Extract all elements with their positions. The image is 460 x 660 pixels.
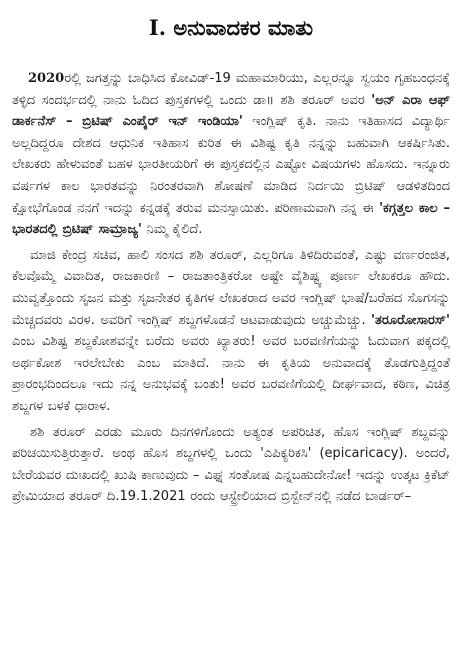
paragraph-2-text-a: ಮಾಜಿ ಕೇಂದ್ರ ಸಚಿವ, ಹಾಲಿ ಸಂಸದ ಶಶಿ ತರೂರ್, ಎಲ್ಲರಿಗೂ ತಿಳಿದಿರುವಂತೆ, ಎಷ್ಟು ವರ್ಣರಂಜಿತ, ಕೆಲವೊಮ್ಮೆ ವಿವಾದಿತ, ರಾಜಕಾರಣಿ – ರಾಜತಾಂತ್ರಿಕರೋ ಅಷ್ಟೇ ವೈಶಿಷ್ಟ್ಯ ಪೂರ್ಣ ಲೇಖಕರೂ ಹೌದು. ಮುವ್ವತ್ತೊಂದು ಸೃಜನ ಮತ್ತು ಸೃಜನೇತರ ಕೃತಿಗಳ ಲೇಖಕರಾದ ಅವರ ಇಂಗ್ಲಿಷ್ ಭಾಷೆ/ಬರೆಹದ ಸೊಗಸನ್ನು ಮೆಚ್ಚದವರು ವಿರಳ. ಅವರಿಗೆ ಇಂಗ್ಲಿಷ್ ಶಬ್ದಗಳೊಡನೆ ಆಟವಾಡುವುದು ಅಚ್ಚುಮೆಚ್ಚು. xyxy=(12,247,450,328)
paragraph-1-text-a: ರಲ್ಲಿ ಜಗತ್ತನ್ನು ಬಾಧಿಸಿದ ಕೋವಿಡ್-19 ಮಹಾಮಾರಿಯು, ಎಲ್ಲರನ್ನೂ ಸ್ವಯಂ ಗೃಹಬಂಧನಕ್ಕೆ ತಳ್ಳಿದ ಸಂದರ್ಭದಲ್ಲಿ ನಾನು ಓದಿದ ಪುಸ್ತಕಗಳಲ್ಲಿ ಒಂದು ಡಾ॥ ಶಶಿ ತರೂರ್ ಅವರ xyxy=(12,71,450,108)
year-text: 2020 xyxy=(28,71,65,86)
paragraph-2-text-b: ಎಂಬ ವಿಶಿಷ್ಟ ಶಬ್ದಕೋಶವನ್ನೇ ಬರೆದು ಅವರು ಖ್ಯಾತರು! ಅವರ ಬರವಣಿಗೆಯನ್ನು ಓದುವಾಗ ಪಕ್ಕದಲ್ಲಿ ಅರ್ಥಕೋಶ ಇರಲೇಬೇಕು ಎಂಬ ಮಾತಿದೆ. ನಾನು ಈ ಕೃತಿಯ ಅನುವಾದಕ್ಕೆ ತೊಡಗುತ್ತಿದ್ದಂತೆ ಪ್ರಾರಂಭದಿಂದಲೂ ಇದು ನನ್ನ ಅನುಭವಕ್ಕೆ ಬಂತು! ಅವರ ಬರವಣಿಗೆಯಲ್ಲಿ ದೀರ್ಘವಾದ, ಕಠಿಣ, ವಿಚಿತ್ರ ಶಬ್ದಗಳ ಬಳಕೆ ಧಾರಾಳ. xyxy=(12,334,450,414)
paragraph-1 xyxy=(12,68,450,241)
paragraph-1-text-c: ನಿಮ್ಮ ಕೈಲಿದೆ. xyxy=(141,222,203,238)
book-title-english: 'ಅನ್ ಎರಾ ಆಫ್ ಡಾರ್ಕನೆಸ್ – ಬ್ರಿಟಿಷ್ ಎಂಪೈರ್ ಇನ್ ಇಂಡಿಯಾ' xyxy=(12,92,450,130)
paragraph-3-text-a: ಶಶಿ ತರೂರ್ ಎರಡು ಮೂರು ದಿನಗಳಿಗೊಂದು ಅತ್ಯಂತ ಅಪರಿಚಿತ, ಹೊಸ ಇಂಗ್ಲಿಷ್ ಶಬ್ದವನ್ನು ಪರಿಚಯಿಸುತ್ತಿರುತ್ತಾರೆ. ಅಂಥ ಹೊಸ ಶಬ್ದಗಳಲ್ಲಿ ಒಂದು 'ಎಪಿಕ್ಯರಿಕಸಿ' (epicaricacy). ಅಂದರೆ, ಬೇರೆಯವರ ದುಃಖದಲ್ಲಿ ಖುಷಿ ಕಾಣುವುದು – ವಿಘ್ನ ಸಂತೋಷ ಎನ್ನಬಹುದೇನೋ! ಇದನ್ನು ಉತ್ಕಟ ಕ್ರಿಕೆಟ್ ಪ್ರೇಮಿಯಾದ ತರೂರ್ ದಿ.19.1.2021 ರಂದು ಆಸ್ಟ್ರೇಲಿಯಾದ ಬ್ರಿಸ್ಬೇನ್‌ನಲ್ಲಿ ನಡೆದ ಬಾರ್ಡರ್– xyxy=(12,424,450,505)
book-title-kannada: 'ಕಗ್ಗತ್ತಲ ಕಾಲ – ಭಾರತದಲ್ಲಿ ಬ್ರಿಟಿಷ್ ಸಾಮ್ರಾಜ್ಯ' xyxy=(12,200,450,238)
paragraph-3 xyxy=(12,422,450,508)
paragraph-2 xyxy=(12,245,450,418)
paragraph-1-text-b: ಇಂಗ್ಲಿಷ್ ಕೃತಿ. ನಾನು ಇತಿಹಾಸದ ವಿದ್ಯಾರ್ಥಿ ಅಲ್ಲದಿದ್ದರೂ ದೇಶದ ಆಧುನಿಕ ಇತಿಹಾಸ ಕುರಿತ ಈ ವಿಶಿಷ್ಟ ಕೃತಿ ನನ್ನನ್ನು ಬಹುವಾಗಿ ಆಕರ್ಷಿಸಿತು. ಲೇಖಕರು ಹೇಳುವಂತೆ ಬಹಳ ಭಾರತೀಯರಿಗೆ ಈ ಪುಸ್ತಕದಲ್ಲಿನ ಎಷ್ಟೋ ವಿಷಯಗಳು ಹೊಸದು. ಇನ್ನೂರು ವರ್ಷಗಳ ಕಾಲ ಭಾರತವನ್ನು ನಿರಂತರವಾಗಿ ಶೋಷಣೆ ಮಾಡಿದ ನಿರ್ದಯಿ ಬ್ರಿಟಿಷ್ ಆಡಳಿತದಿಂದ ಕ್ಷೋಭೆಗೊಂಡ ನನಗೆ ಇದನ್ನು ಕನ್ನಡಕ್ಕೆ ತರುವ ಮನಸ್ಸಾಯಿತು. ಪರಿಣಾಮವಾಗಿ ನನ್ನ ಈ xyxy=(12,114,450,216)
tharoorosaurus-term: 'ತರೂರೋಸಾರಸ್' xyxy=(371,312,450,328)
page-title: I. ಅನುವಾದಕರ ಮಾತು xyxy=(148,15,314,40)
